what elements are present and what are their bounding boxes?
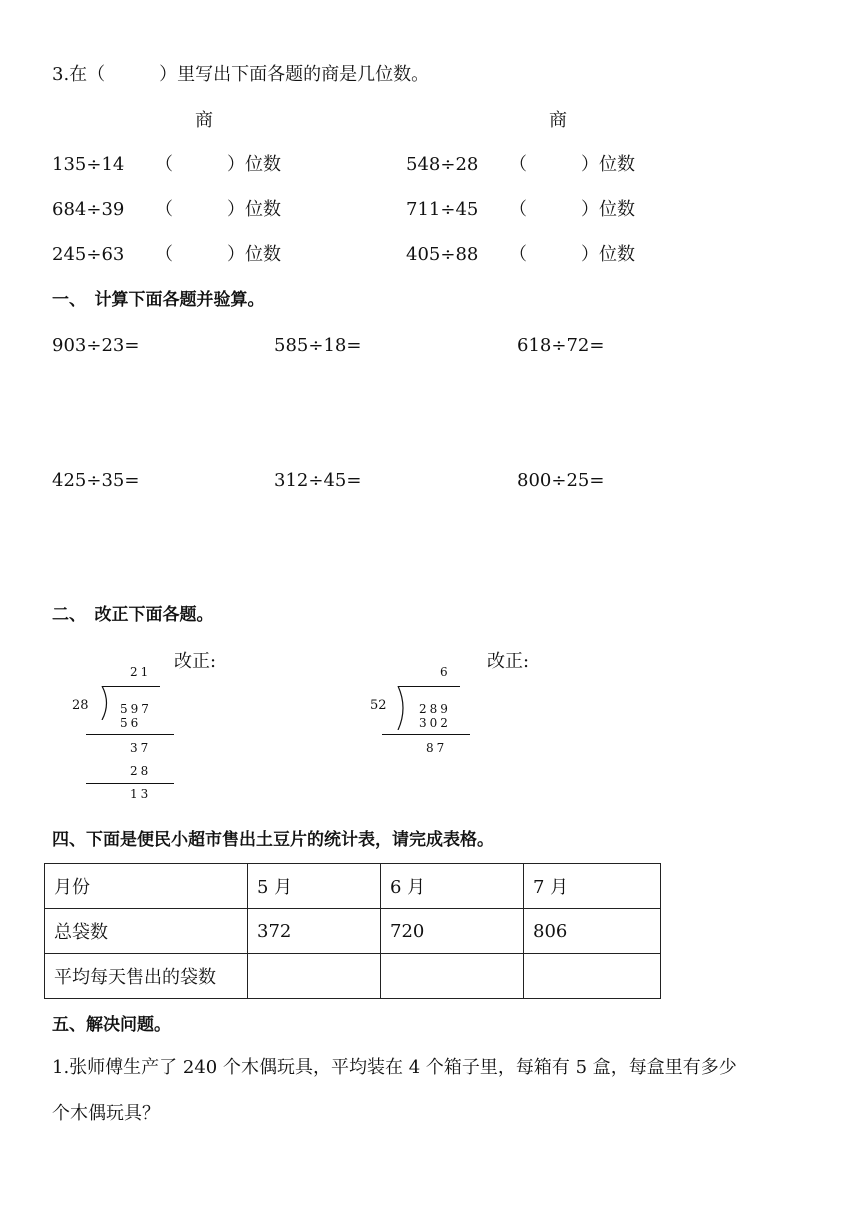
left-divisor: 28 [72, 698, 89, 713]
problem-1-line-1: 1.张师傅生产了 240 个木偶玩具，平均装在 4 个箱子里，每箱有 5 盒，每盒里有多少 [52, 1057, 737, 1078]
right-step1: 302 [419, 716, 451, 730]
expr-left-3: 245÷63 [52, 244, 125, 265]
sales-table [44, 863, 661, 999]
calc-expr-1: 903÷23= [52, 335, 140, 356]
quotient-header-left: 商 [195, 110, 213, 131]
quotient-header-right: 商 [549, 110, 567, 131]
left-step1: 56 [120, 716, 142, 730]
answer-blank-left-3[interactable]: （ ）位数 [155, 244, 281, 265]
answer-blank-right-2[interactable]: （ ）位数 [509, 199, 635, 220]
right-division-bracket [394, 686, 408, 730]
table-cell: 6 月 [381, 864, 524, 909]
left-remainder: 13 [130, 787, 152, 801]
answer-blank-left-2[interactable]: （ ）位数 [155, 199, 281, 220]
calc-expr-2: 585÷18= [274, 335, 362, 356]
calc-expr-4: 425÷35= [52, 470, 140, 491]
table-cell: 月份 [45, 864, 248, 909]
answer-cell[interactable] [248, 954, 381, 999]
table-cell: 806 [524, 909, 661, 954]
table-row [45, 909, 661, 954]
problem-section-title: 五、解决问题。 [52, 1015, 171, 1035]
section3-title: 3.在（ ）里写出下面各题的商是几位数。 [52, 64, 430, 85]
expr-left-2: 684÷39 [52, 199, 125, 220]
calc-expr-5: 312÷45= [274, 470, 362, 491]
answer-blank-left-1[interactable]: （ ）位数 [155, 154, 281, 175]
table-cell: 总袋数 [45, 909, 248, 954]
table-row [45, 864, 661, 909]
problem-1-line-2: 个木偶玩具？ [52, 1103, 160, 1124]
right-dividend: 289 [419, 702, 451, 716]
expr-right-2: 711÷45 [406, 199, 479, 220]
expr-left-1: 135÷14 [52, 154, 125, 175]
correction-label-right: 改正: [487, 651, 530, 672]
correct-section-title: 二、 改正下面各题。 [52, 605, 214, 625]
right-divisor: 52 [370, 698, 387, 713]
left-division-bracket [98, 686, 112, 720]
left-quotient: 21 [130, 665, 152, 679]
left-step3: 28 [130, 764, 152, 778]
right-remainder: 87 [426, 741, 448, 755]
left-subtract-line-2 [86, 783, 174, 784]
left-dividend: 597 [120, 702, 152, 716]
table-cell: 7 月 [524, 864, 661, 909]
table-cell: 372 [248, 909, 381, 954]
expr-right-3: 405÷88 [406, 244, 479, 265]
table-cell: 5 月 [248, 864, 381, 909]
table-section-title: 四、下面是便民小超市售出土豆片的统计表，请完成表格。 [52, 830, 494, 850]
correction-label-left: 改正: [174, 651, 217, 672]
answer-cell[interactable] [381, 954, 524, 999]
left-subtract-line-1 [86, 734, 174, 735]
answer-cell[interactable] [524, 954, 661, 999]
table-cell: 平均每天售出的袋数 [45, 954, 248, 999]
calc-section-title: 一、 计算下面各题并验算。 [52, 290, 265, 310]
calc-expr-3: 618÷72= [517, 335, 605, 356]
answer-blank-right-1[interactable]: （ ）位数 [509, 154, 635, 175]
answer-blank-right-3[interactable]: （ ）位数 [509, 244, 635, 265]
expr-right-1: 548÷28 [406, 154, 479, 175]
right-quotient: 6 [440, 665, 451, 679]
left-step2: 37 [130, 741, 152, 755]
calc-expr-6: 800÷25= [517, 470, 605, 491]
right-subtract-line [382, 734, 470, 735]
table-row [45, 954, 661, 999]
table-cell: 720 [381, 909, 524, 954]
